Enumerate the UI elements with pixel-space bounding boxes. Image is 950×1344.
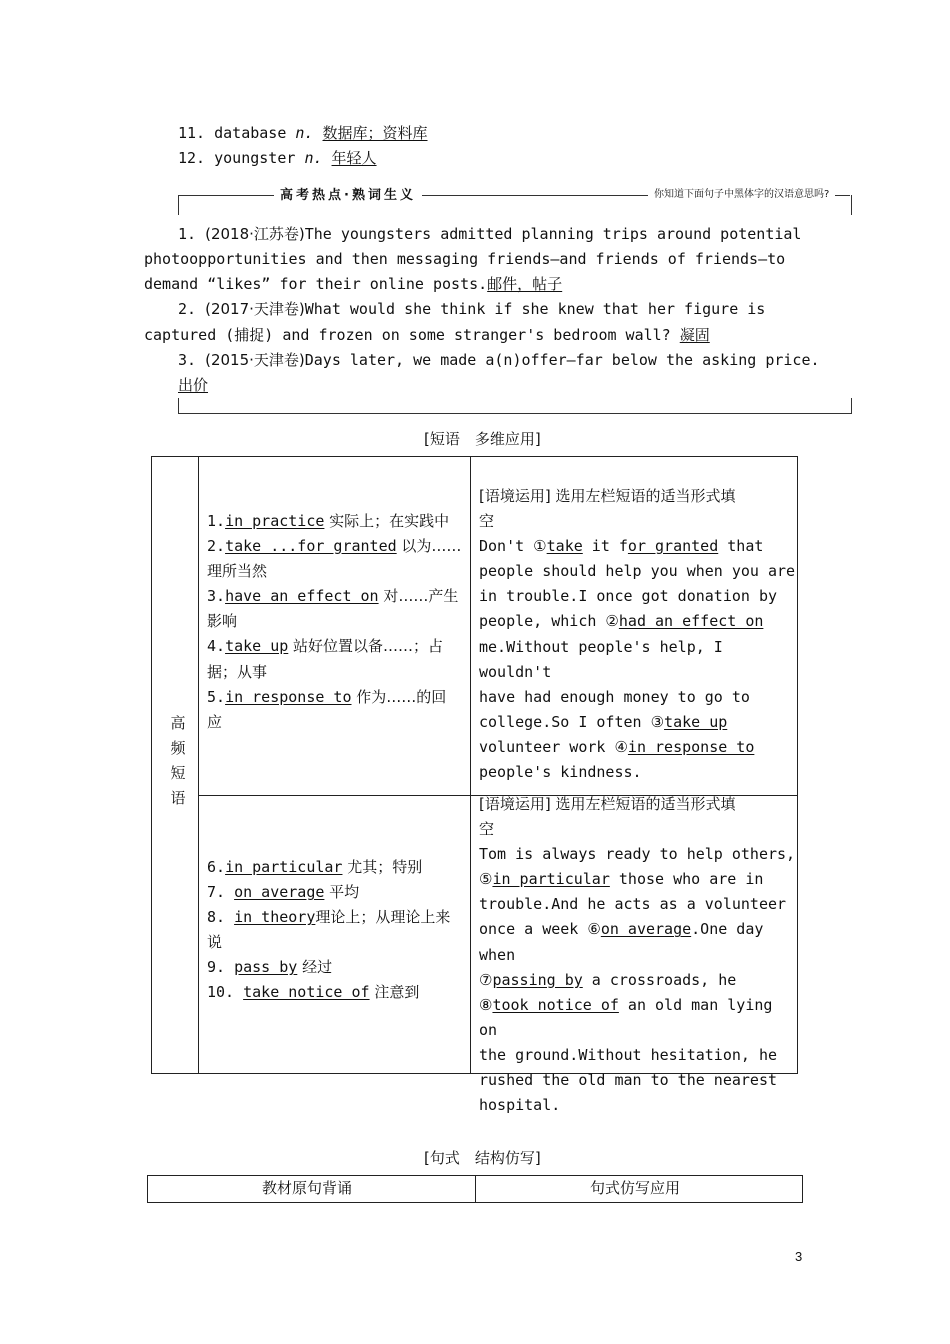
hot-section-banner [178,180,852,216]
hot-q3-line2 [178,373,208,398]
sentence-table [147,1175,803,1203]
phrase-item: 8. in theory理论上；从理论上来 [207,908,451,927]
context-passage-1: [语境运用] 选用左栏短语的适当形式填 空 Don't ①take it for granted that people should help you when you are in trouble.I once got donation by people, which ②had an effect on me.Without people's help, I wouldn't have had enough money to go to college.So I often ③take up volunteer work ④in response to people's kindness. [479,484,797,785]
hot-q3-line1: 3. (2015·天津卷)Days later, we made a(n)offer—far below the asking price. [178,351,820,369]
phrase-list-1: 1.in practice 实际上；在实践中 2.take ...for granted 以为…… 理所当然 3.have an effect on 对……产生 影响 4.take up 站好位置以备……；占 据；从事 5.in response to 作为……的回 应 [207,509,461,735]
hot-q2-line2: captured (捕捉) and frozen on some stranger's bedroom wall? 凝固 [144,326,710,344]
phrase-item: 4.take up 站好位置以备……；占 [207,637,444,656]
phrase-item: 5.in response to 作为……的回 [207,687,447,706]
context-passage-2: [语境运用] 选用左栏短语的适当形式填 空 Tom is always ready to help others, ⑤in particular those who are in trouble.And he acts as a volunteer once a week ⑥on average.One day when ⑦passing by a crossroads, he ⑧took notice of an old man lying on the ground.Without hesitation, he rushed the old man to the nearest hospital. [479,792,797,1118]
hot-q1-answer: 邮件，帖子 [487,275,563,293]
phrase-list-2: 6.in particular 尤其；特别 7. on average 平均 8. in theory理论上；从理论上来 说 9. pass by 经过 10. take notice of 注意到 [207,855,450,1006]
hot-q1-line3: demand “likes” for their online posts.邮件，帖子 [144,275,563,293]
phrase-item: 9. pass by 经过 [207,958,333,977]
sentence-col-imitation: 句式仿写应用 [590,1179,681,1197]
vocab-meaning: 数据库；资料库 [322,124,428,142]
hot-q2-line1: 2. (2017·天津卷)What would she think if she knew that her figure is [178,300,766,318]
task-instruction: [语境运用] 选用左栏短语的适当形式填 [479,795,736,813]
hot-q2-answer: 凝固 [679,326,710,344]
hot-section-bottom-border [178,398,852,414]
phrase-item: 2.take ...for granted 以为…… [207,537,462,556]
vocab-item-11: 11. database n. 数据库；资料库 [178,124,428,142]
side-label: 高 频 短 语 [170,714,186,807]
task-instruction: [语境运用] 选用左栏短语的适当形式填 [479,487,736,505]
phrases-heading: [短语 多维应用] [424,430,541,448]
vocab-item-12: 12. youngster n. 年轻人 [178,149,377,167]
phrase-item: 10. take notice of 注意到 [207,983,420,1002]
hot-q1-line1: 1. (2018·江苏卷)The youngsters admitted planning trips around potential [178,225,802,243]
hot-q3-answer: 出价 [178,376,209,394]
phrase-item: 1.in practice 实际上；在实践中 [207,512,450,530]
hot-q1-line2: photoopportunities and then messaging friends—and friends of friends—to [144,250,786,268]
phrase-item: 7. on average 平均 [207,883,360,902]
phrases-table [151,456,798,1115]
vocab-meaning: 年轻人 [331,149,377,167]
page-number: 3 [795,1249,803,1264]
sentence-heading: [句式 结构仿写] [424,1149,541,1167]
hot-section-hint: 你知道下面句子中黑体字的汉语意思吗? [648,185,835,200]
sentence-col-original: 教材原句背诵 [262,1179,353,1197]
phrase-item: 3.have an effect on 对……产生 [207,587,459,606]
hot-section-title: 高考热点·熟词生义 [274,184,422,203]
phrase-item: 6.in particular 尤其；特别 [207,858,423,876]
